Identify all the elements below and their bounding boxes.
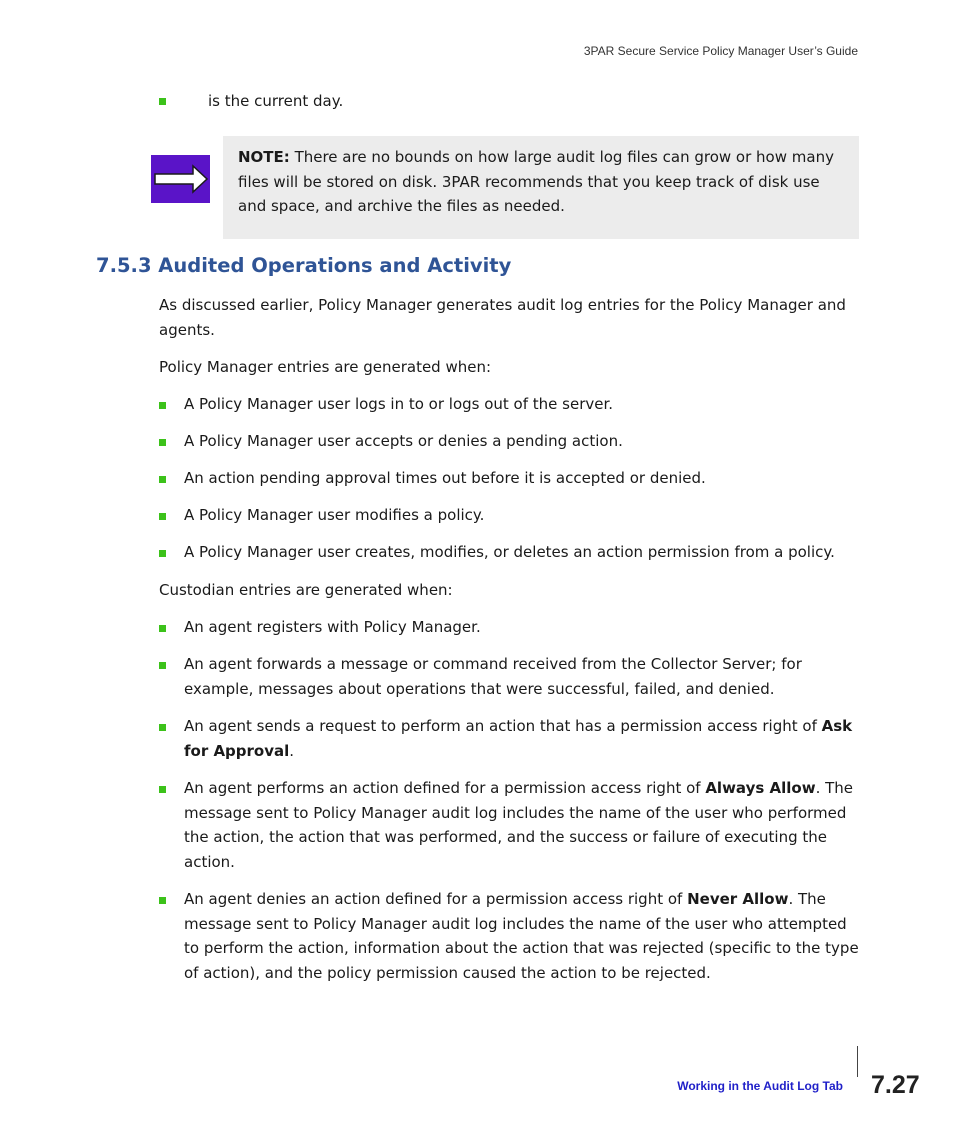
running-header: 3PAR Secure Service Policy Manager User’s Guide xyxy=(583,44,858,58)
access-right-term: Never Allow xyxy=(687,890,789,908)
note-text xyxy=(238,145,846,219)
right-arrow-icon xyxy=(151,155,210,203)
square-bullet-icon xyxy=(159,550,166,557)
square-bullet-icon xyxy=(159,513,166,520)
square-bullet-icon xyxy=(159,662,166,669)
square-bullet-icon xyxy=(159,724,166,731)
list-item: is the current day. xyxy=(208,92,344,110)
note-body: There are no bounds on how large audit log files can grow or how many files will be stored on disk. 3PAR recommends that you keep track of disk use and space, and archive the files as needed. xyxy=(238,148,834,215)
square-bullet-icon xyxy=(159,786,166,793)
access-right-term: Ask for Approval xyxy=(184,717,853,760)
pm-intro: Policy Manager entries are generated when: xyxy=(159,358,492,376)
custodian-list-item: An agent registers with Policy Manager. xyxy=(184,618,481,636)
square-bullet-icon xyxy=(159,476,166,483)
intro-paragraph: As discussed earlier, Policy Manager generates audit log entries for the Policy Manager and agents. xyxy=(159,296,846,339)
pm-list-item: A Policy Manager user accepts or denies a pending action. xyxy=(184,432,623,450)
access-right-term: Always Allow xyxy=(705,779,816,797)
custodian-intro: Custodian entries are generated when: xyxy=(159,581,453,599)
square-bullet-icon xyxy=(159,897,166,904)
square-bullet-icon xyxy=(159,98,166,105)
pm-list-item: A Policy Manager user modifies a policy. xyxy=(184,506,485,524)
custodian-list-item: An agent sends a request to perform an action that has a permission access right of Ask for Approval. xyxy=(184,717,853,760)
pm-list-item: A Policy Manager user logs in to or logs out of the server. xyxy=(184,395,614,413)
square-bullet-icon xyxy=(159,439,166,446)
pm-list-item: A Policy Manager user creates, modifies, or deletes an action permission from a policy. xyxy=(184,543,835,561)
note-label: NOTE: xyxy=(238,148,290,166)
footer-divider xyxy=(857,1046,858,1077)
pm-list-item: An action pending approval times out before it is accepted or denied. xyxy=(184,469,706,487)
custodian-list-item: An agent denies an action defined for a permission access right of Never Allow. The message sent to Policy Manager audit log includes the name of the user who attempted to perform the action, information about the action that was rejected (specific to the type of action), and the policy permission caused the action to be rejected. xyxy=(184,890,859,982)
custodian-list-item: An agent forwards a message or command received from the Collector Server; for example, messages about operations that were successful, failed, and denied. xyxy=(184,655,802,698)
footer-section-link[interactable]: Working in the Audit Log Tab xyxy=(677,1079,843,1093)
square-bullet-icon xyxy=(159,402,166,409)
square-bullet-icon xyxy=(159,625,166,632)
custodian-list-item: An agent performs an action defined for a permission access right of Always Allow. The message sent to Policy Manager audit log includes the name of the user who performed the action, the action that was performed, and the success or failure of executing the action. xyxy=(184,779,854,871)
section-heading: 7.5.3 Audited Operations and Activity xyxy=(96,254,512,277)
page-number: 7.27 xyxy=(871,1071,920,1099)
